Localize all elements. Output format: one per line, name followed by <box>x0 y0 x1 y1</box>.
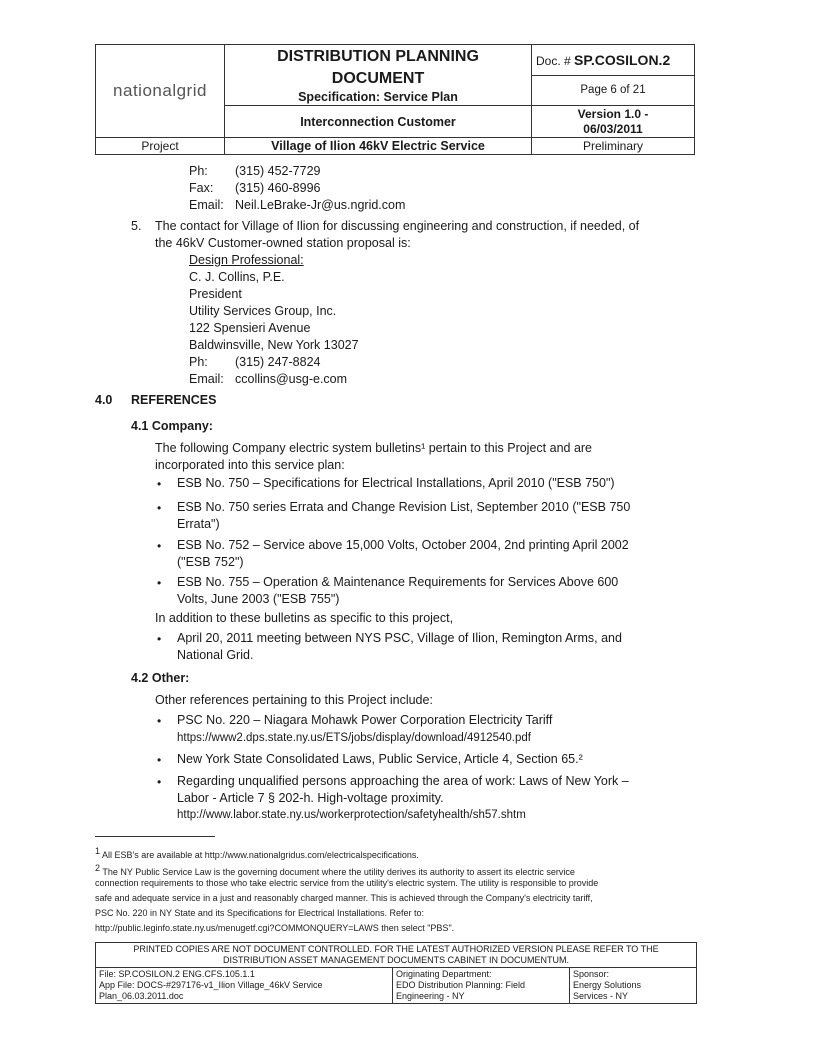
meeting-item: April 20, 2011 meeting between NYS PSC, Village of Ilion, Remington Arms, and <box>177 631 622 645</box>
other-intro: Other references pertaining to this Project include: <box>155 693 433 707</box>
project-label: Project <box>96 138 225 155</box>
bullet-icon: • <box>157 714 162 728</box>
status: Preliminary <box>532 138 695 155</box>
item5-line2: the 46kV Customer-owned station proposal is: <box>155 236 411 250</box>
esb-item-cont: Errata") <box>177 517 220 531</box>
title-line2: DOCUMENT <box>331 70 425 87</box>
esb-item: ESB No. 752 – Service above 15,000 Volts, October 2004, 2nd printing April 2002 <box>177 538 629 552</box>
meeting-item-cont: National Grid. <box>177 648 254 662</box>
footnote-2-link[interactable]: http://public.leginfo.state.ny.us/menugetf.cgi?COMMONQUERY=LAWS then select "PBS". <box>95 923 455 933</box>
other-item: PSC No. 220 – Niagara Mohawk Power Corporation Electricity Tariff <box>177 713 553 727</box>
bullet-icon: • <box>157 576 162 590</box>
doc-number: Doc. # SP.COSILON.2 <box>532 45 695 76</box>
document-subtitle: Interconnection Customer <box>225 106 532 138</box>
bullet-icon: • <box>157 753 162 767</box>
footnote-1: $^1$ All ESB's are available at http://www.nationalgridus.com/electricalspecifications. <box>95 846 419 860</box>
contact-phone-label: Ph: <box>189 164 208 178</box>
subsection-title: 4.2 Other: <box>131 671 190 685</box>
contact-email: Neil.LeBrake-Jr@us.ngrid.com <box>235 198 406 212</box>
page-number: Page 6 of 21 <box>532 75 695 106</box>
bullet-icon: • <box>157 501 162 515</box>
version: Version 1.0 - 06/03/2011 <box>532 106 695 138</box>
design-professional-line: C. J. Collins, P.E. <box>189 270 285 284</box>
esb-item: ESB No. 750 – Specifications for Electrical Installations, April 2010 ("ESB 750") <box>177 476 615 490</box>
labor-link[interactable]: http://www.labor.state.ny.us/workerprotection/safetyhealth/sh57.shtm <box>177 809 526 821</box>
document-title <box>225 45 532 106</box>
footnote-divider <box>95 836 215 837</box>
project-name: Village of Ilion 46kV Electric Service <box>225 138 532 155</box>
design-professional-line: Baldwinsville, New York 13027 <box>189 338 359 352</box>
title-line3: Specification: Service Plan <box>298 90 458 104</box>
bullet-icon: • <box>157 539 162 553</box>
bullet-icon: • <box>157 775 162 789</box>
footnote-2-line: safe and adequate service in a just and reasonably charged manner. This is achieved through the Company's electricity tariff, <box>95 893 593 903</box>
esb-item-cont: ("ESB 752") <box>177 555 244 569</box>
item5-line1: The contact for Village of Ilion for discussing engineering and construction, if needed, of <box>155 219 640 233</box>
contact-fax: (315) 460-8996 <box>235 181 321 195</box>
addition-text: In addition to these bulletins as specific to this project, <box>155 611 454 625</box>
bullet-icon: • <box>157 477 162 491</box>
file-info: File: SP.COSILON.2 ENG.CFS.105.1.1 App File: DOCS-#297176-v1_Ilion Village_46kV Service Plan_06.03.2011.doc <box>96 968 393 1004</box>
control-notice: PRINTED COPIES ARE NOT DOCUMENT CONTROLLED. FOR THE LATEST AUTHORIZED VERSION PLEASE REFER TO THE DISTRIBUTION ASSET MANAGEMENT DOCUMENTS CABINET IN DOCUMENTUM. <box>96 943 697 968</box>
esb-item: ESB No. 755 – Operation & Maintenance Requirements for Services Above 600 <box>177 575 619 589</box>
subsection-title: 4.1 Company: <box>131 419 213 433</box>
other-item-cont: Labor - Article 7 § 202-h. High-voltage proximity. <box>177 791 444 805</box>
other-item: Regarding unqualified persons approaching the area of work: Laws of New York – <box>177 774 629 788</box>
other-item: New York State Consolidated Laws, Public Service, Article 4, Section 65.² <box>177 752 583 766</box>
item5-number: 5. <box>131 219 142 233</box>
section-title: REFERENCES <box>131 393 217 407</box>
company-intro-line2: incorporated into this service plan: <box>155 458 345 472</box>
contact-email-label: Email: <box>189 198 224 212</box>
esb-item: ESB No. 750 series Errata and Change Revision List, September 2010 ("ESB 750 <box>177 500 631 514</box>
section-number: 4.0 <box>95 393 113 407</box>
contact-phone: (315) 452-7729 <box>235 164 321 178</box>
originating-department: Originating Department: EDO Distribution Planning: Field Engineering - NY <box>393 968 570 1004</box>
header-table <box>95 44 695 155</box>
esb-item-cont: Volts, June 2003 ("ESB 755") <box>177 592 340 606</box>
contact-fax-label: Fax: <box>189 181 214 195</box>
design-professional-heading: Design Professional: <box>189 253 304 267</box>
title-line1: DISTRIBUTION PLANNING <box>277 48 479 65</box>
design-phone: (315) 247-8824 <box>235 355 321 369</box>
design-email: ccollins@usg-e.com <box>235 372 348 386</box>
design-email-label: Email: <box>189 372 224 386</box>
design-professional-line: 122 Spensieri Avenue <box>189 321 311 335</box>
sponsor: Sponsor: Energy Solutions Services - NY <box>570 968 697 1004</box>
tariff-link[interactable]: https://www2.dps.state.ny.us/ETS/jobs/display/download/4912540.pdf <box>177 732 531 744</box>
footnote-2-line: PSC No. 220 in NY State and its Specifications for Electrical Installations. Refer to: <box>95 908 424 918</box>
design-professional-line: President <box>189 287 242 301</box>
footnote-2: $^2$ The NY Public Service Law is the governing document where the utility derives its authority to assert its electric service <box>95 863 575 877</box>
footer-table <box>95 942 697 1004</box>
design-phone-label: Ph: <box>189 355 208 369</box>
company-logo: nationalgrid <box>96 45 225 138</box>
design-professional-line: Utility Services Group, Inc. <box>189 304 337 318</box>
footnote-2-line: connection requirements to those who take electric service from the utility's electric system. The utility is responsible to provide <box>95 878 599 888</box>
bullet-icon: • <box>157 632 162 646</box>
company-intro-line1: The following Company electric system bulletins¹ pertain to this Project and are <box>155 441 593 455</box>
